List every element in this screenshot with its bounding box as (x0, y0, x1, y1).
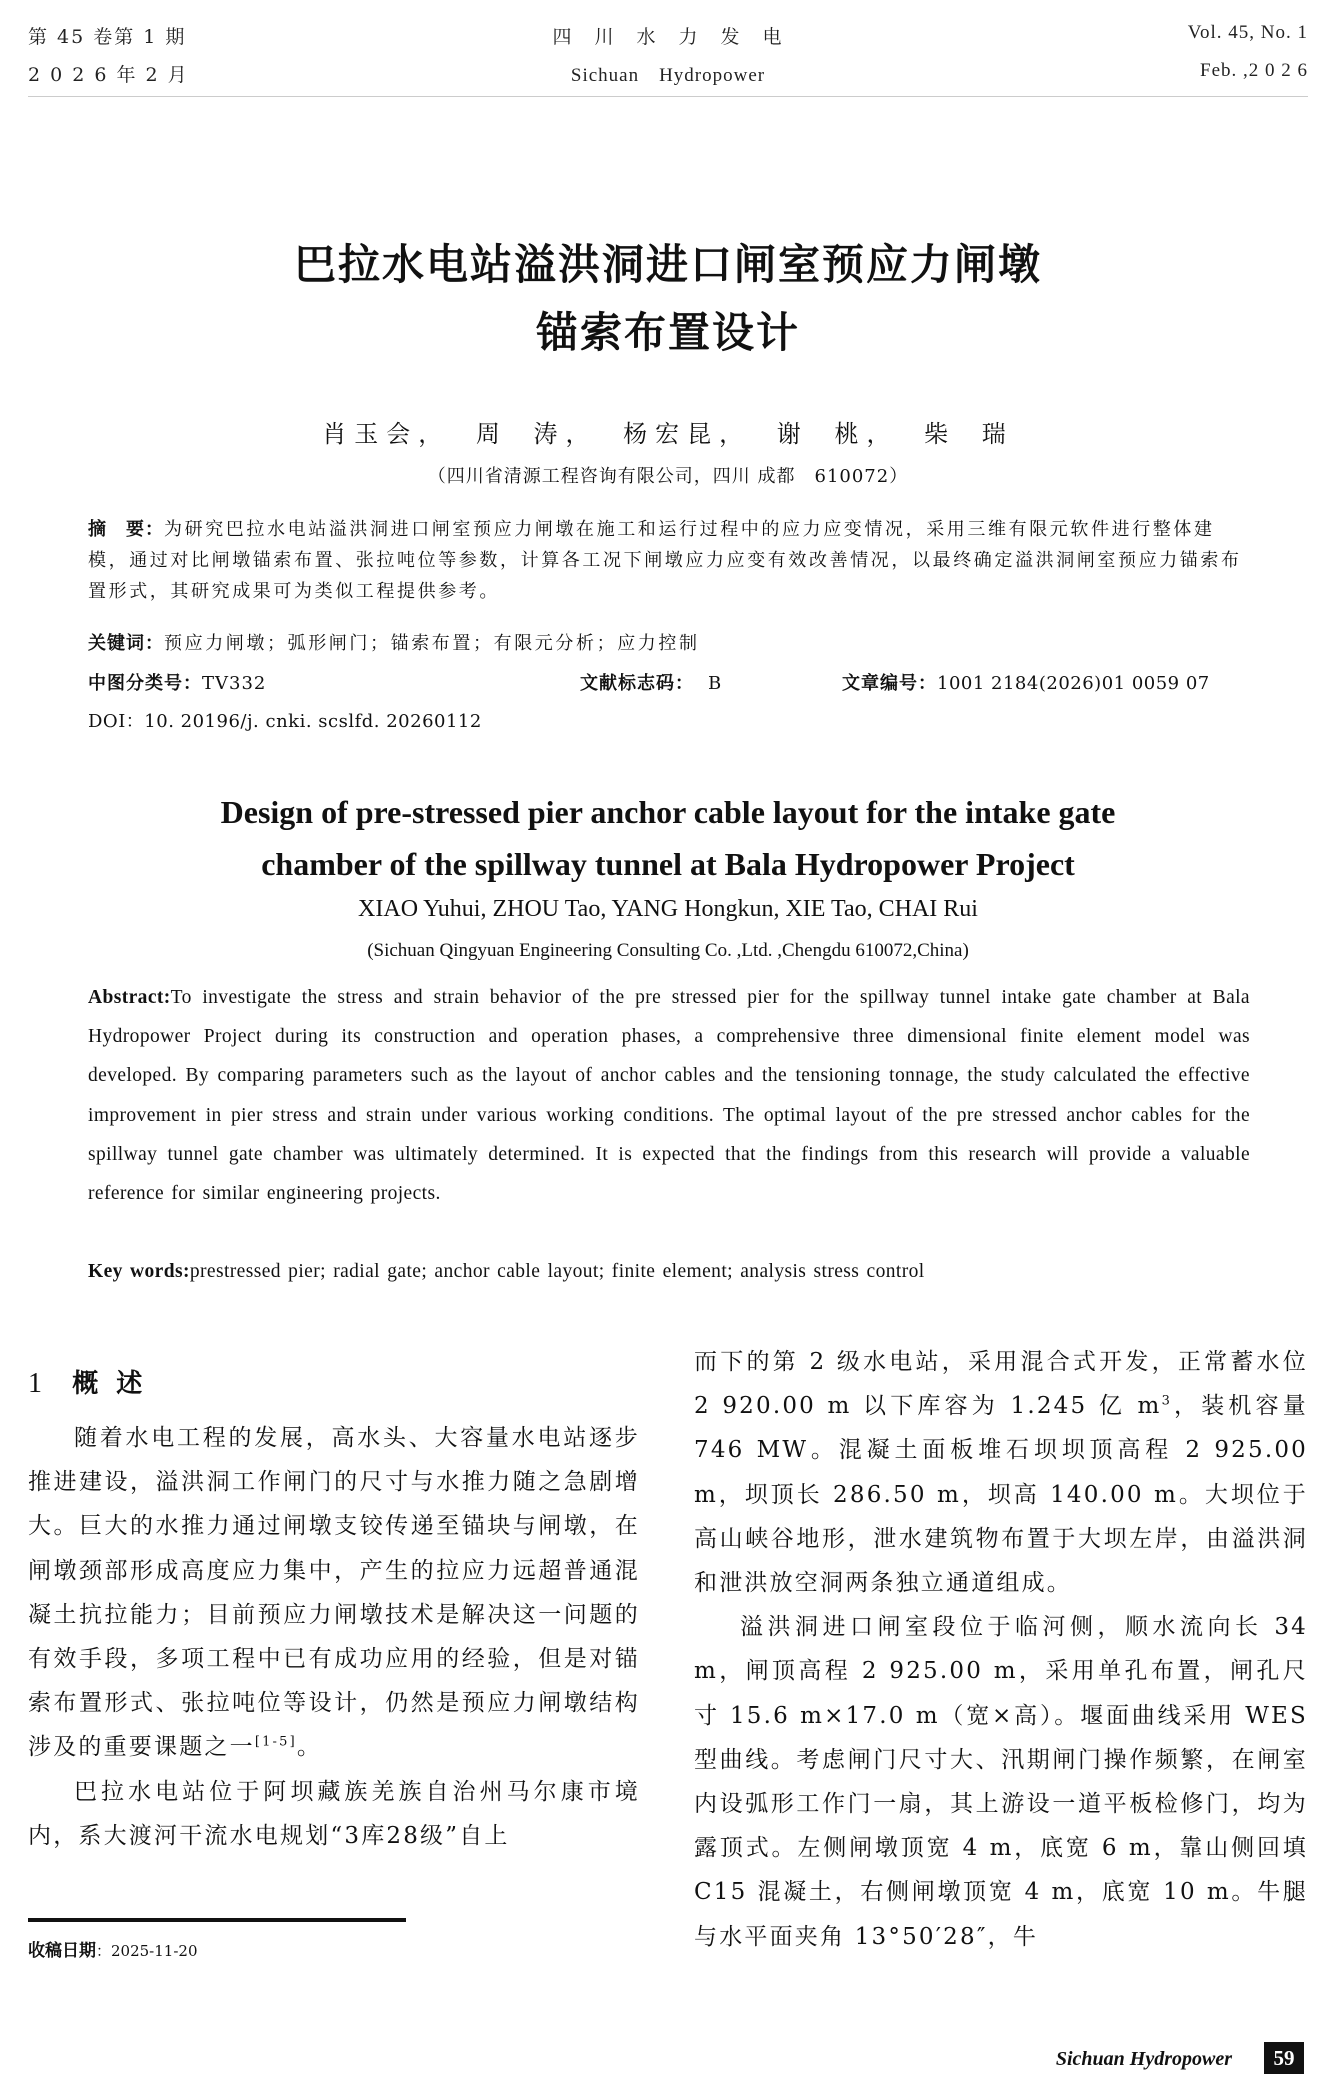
clc-value: TV332 (202, 673, 267, 694)
doi[interactable]: DOI：10. 20196/j. cnki. scslfd. 20260112 (88, 711, 482, 732)
body-column-right (694, 1340, 1308, 1959)
superscript: 3 (1161, 1393, 1173, 1409)
clc-label: 中图分类号： (88, 673, 202, 694)
document-code-label: 文献标志码： (580, 673, 694, 694)
keywords-en-text: prestressed pier; radial gate; anchor cable layout; finite element; analysis stress control (189, 1261, 925, 1282)
keywords-cn (88, 628, 1250, 659)
abstract-cn-text: 为研究巴拉水电站溢洪洞进口闸室预应力闸墩在施工和运行过程中的应力应变情况，采用三维有限元软件进行整体建模，通过对比闸墩锚索布置、张拉吨位等参数，计算各工况下闸墩应力应变有效改善情况，以最终确定溢洪洞闸室预应力锚索布置形式，其研究成果可为类似工程提供参考。 (88, 519, 1242, 602)
footnote-divider (28, 1918, 406, 1922)
paragraph (694, 1340, 1308, 1605)
keywords-en (88, 1252, 1250, 1291)
footnote-received-date (28, 1936, 198, 1961)
abstract-en-text: To investigate the stress and strain behavior of the pre stressed pier for the spillway tunnel intake gate chamber at Bala Hydropower Project during its construction and operation phases, a comprehensive three dimensional finite element model was developed. By comparing parameters such as the layout of anchor cables and the tensioning tonnage, the study calculated the effective improvement in pier stress and strain under various working conditions. The optimal layout of the pre stressed anchor cables for the spillway tunnel gate chamber was ultimately determined. It is expected that the findings from this research will provide a valuable reference for similar engineering projects. (88, 987, 1250, 1205)
section-number: 1 (28, 1368, 45, 1399)
article-number-value: 1001 2184(2026)01 0059 07 (937, 673, 1210, 694)
body-column-left (28, 1356, 640, 1858)
footnote-label: 收稿日期 (28, 1941, 96, 1961)
paragraph (28, 1416, 640, 1770)
paragraph-text: 而下的第 2 级水电站，采用混合式开发，正常蓄水位 2 920.00 m 以下库容为 1.245 亿 m (694, 1349, 1308, 1420)
paragraph-text: ，装机容量 746 MW。混凝土面板堆石坝坝顶高程 2 925.00 m，坝顶长 286.50 m，坝高 140.00 m。大坝位于高山峡谷地形，泄水建筑物布置于大坝左岸，由溢洪洞和泄洪放空洞两条独立通道组成。 (694, 1393, 1309, 1597)
footnote-value: ：2025-11-20 (96, 1942, 198, 1960)
header-divider (28, 96, 1308, 97)
abstract-cn-label: 摘 要： (88, 519, 164, 540)
document-code-value: B (708, 673, 723, 694)
title-en-line2: chamber of the spillway tunnel at Bala Hydropower Project (261, 846, 1075, 882)
section-title: 概述 (72, 1369, 161, 1399)
citation[interactable]: [1-5] (254, 1734, 297, 1750)
affiliation-en: (Sichuan Qingyuan Engineering Consulting Co. ,Ltd. ,Chengdu 610072,China) (367, 940, 969, 961)
header-date: 2 0 2 6 年 2 月 (28, 64, 189, 86)
paragraph: 溢洪洞进口闸室段位于临河侧，顺水流向长 34 m，闸顶高程 2 925.00 m，采用单孔布置，闸孔尺寸 15.6 m×17.0 m（宽×高）。堰面曲线采用 WES 型曲线。考虑闸门尺寸大、汛期闸门操作频繁，在闸室内设弧形工作门一扇，其上游设一道平板检修门，均为露顶式。左侧闸墩顶宽 4 m，底宽 6 m，靠山侧回填 C15 混凝土，右侧闸墩顶宽 4 m，底宽 10 m。牛腿与水平面夹角 13°50′28″，牛 (694, 1614, 1308, 1950)
article-number-label: 文章编号： (842, 673, 937, 694)
header-journal-cn: 四 川 水 力 发 电 (552, 26, 784, 48)
page-number: 59 (1264, 2042, 1304, 2074)
document-code (580, 668, 722, 699)
header-journal-en: Sichuan Hydropower (570, 65, 766, 86)
header-date-en: Feb. ,2 0 2 6 (1200, 60, 1308, 81)
authors-en: XIAO Yuhui, ZHOU Tao, YANG Hongkun, XIE Tao, CHAI Rui (358, 896, 978, 922)
paragraph-end: 。 (296, 1734, 323, 1761)
paragraph-text: 随着水电工程的发展，高水头、大容量水电站逐步推进建设，溢洪洞工作闸门的尺寸与水推力随之急剧增大。巨大的水推力通过闸墩支铰传递至锚块与闸墩，在闸墩颈部形成高度应力集中，产生的拉应力远超普通混凝土抗拉能力；目前预应力闸墩技术是解决这一问题的有效手段，多项工程中已有成功应用的经验，但是对锚索布置形式、张拉吨位等设计，仍然是预应力闸墩结构涉及的重要课题之一 (28, 1425, 640, 1761)
header-volume-issue: 第 45 卷第 1 期 (28, 26, 187, 48)
article-number (842, 668, 1210, 699)
authors-cn: 肖玉会， 周 涛， 杨宏昆， 谢 桃， 柴 瑞 (322, 420, 1014, 448)
affiliation-cn: （四川省清源工程咨询有限公司，四川 成都 610072） (427, 466, 909, 487)
abstract-en (88, 978, 1250, 1213)
keywords-cn-text: 预应力闸墩；弧形闸门；锚索布置；有限元分析；应力控制 (164, 633, 700, 654)
clc-number (88, 668, 266, 699)
title-cn-line1: 巴拉水电站溢洪洞进口闸室预应力闸墩 (293, 240, 1042, 289)
keywords-cn-label: 关键词： (88, 633, 164, 654)
keywords-en-label: Key words: (88, 1261, 190, 1282)
title-cn-line2: 锚索布置设计 (535, 308, 800, 357)
section-heading (28, 1356, 640, 1412)
abstract-cn (88, 514, 1250, 607)
footer-journal-name: Sichuan Hydropower (1055, 2048, 1232, 2070)
paragraph: 巴拉水电站位于阿坝藏族羌族自治州马尔康市境内，系大渡河干流水电规划“3库28级”自上 (28, 1778, 640, 1849)
abstract-en-label: Abstract: (88, 987, 171, 1008)
title-en-line1: Design of pre-stressed pier anchor cable layout for the intake gate (220, 794, 1116, 830)
header-vol-no-en: Vol. 45, No. 1 (1187, 22, 1308, 43)
